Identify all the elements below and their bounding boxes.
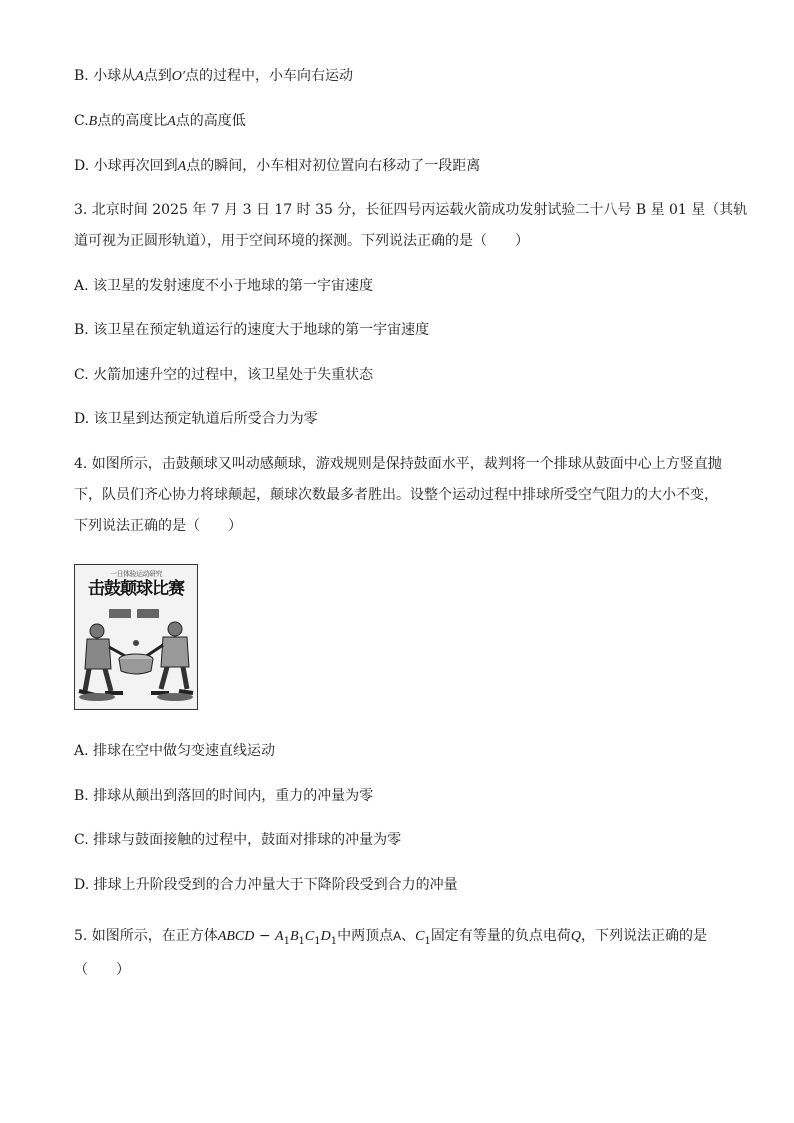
- figure-banner-subtitle: 一日体验运动研究: [110, 570, 162, 578]
- vertex-B1: B: [289, 929, 299, 944]
- subscript: 1: [314, 935, 321, 947]
- q4-stem-line1: 4. 如图所示，击鼓颠球又叫动感颠球，游戏规则是保持鼓面水平，裁判将一个排球从鼓面中心上方竖直抛: [74, 456, 722, 472]
- q4-option-b: B. 排球从颠出到落回的时间内，重力的冲量为零: [74, 788, 374, 804]
- text: D. 小球再次回到: [74, 158, 178, 174]
- separator: 、: [401, 928, 416, 944]
- text: 点的过程中，小车向右运动: [184, 68, 353, 84]
- q4-option-a: A. 排球在空中做匀变速直线运动: [74, 743, 276, 759]
- q4-stem-line3: 下列说法正确的是（ ）: [74, 518, 242, 534]
- dash: −: [254, 928, 276, 944]
- text: ，下列说法正确的是: [580, 928, 707, 944]
- vertex-A1: A: [275, 929, 284, 944]
- q2-option-c: [74, 111, 246, 132]
- text: 点的高度低: [175, 113, 246, 129]
- q3-stem-line1: 3. 北京时间 2025 年 7 月 3 日 17 时 35 分，长征四号丙运载火箭成功发射试验二十八号 B 星 01 星（其轨: [74, 202, 748, 218]
- q4-option-d: D. 排球上升阶段受到的合力冲量大于下降阶段受到合力的冲量: [74, 877, 458, 893]
- players-illustration: [75, 565, 197, 709]
- text: C.: [74, 113, 89, 129]
- text: 中两顶点: [337, 928, 394, 944]
- q2-option-b: [74, 66, 353, 87]
- q3-option-d: D. 该卫星到达预定轨道后所受合力为零: [74, 411, 318, 427]
- figure-banner-title: 击鼓颠球比赛: [88, 579, 184, 599]
- q5-stem-line2: （ ）: [74, 962, 130, 978]
- cube-bottom-face: ABCD: [217, 929, 255, 944]
- text: 点的高度比: [97, 113, 168, 129]
- var-O-prime: O′: [171, 69, 185, 84]
- var-B: B: [88, 114, 98, 129]
- q3-option-b: B. 该卫星在预定轨道运行的速度大于地球的第一宇宙速度: [74, 322, 430, 338]
- q3-option-a: A. 该卫星的发射速度不小于地球的第一宇宙速度: [74, 278, 374, 294]
- q4-stem-line2: 下，队员们齐心协力将球颠起，颠球次数最多者胜出。设整个运动过程中排球所受空气阻力的大小不变，: [74, 487, 718, 503]
- charge-Q: Q: [570, 929, 581, 944]
- subscript: 1: [424, 935, 431, 947]
- var-A: A: [177, 159, 187, 174]
- var-A: A: [167, 114, 176, 129]
- q4-option-c: C. 排球与鼓面接触的过程中，鼓面对排球的冲量为零: [74, 832, 402, 848]
- text: 点到: [143, 68, 172, 84]
- q2-option-d: [74, 156, 480, 177]
- text: 固定有等量的负点电荷: [430, 928, 571, 944]
- q3-option-c: C. 火箭加速升空的过程中，该卫星处于失重状态: [74, 367, 374, 383]
- subscript: 1: [330, 935, 338, 947]
- vertex-D1: D: [320, 929, 331, 944]
- q3-stem-line2: 道可视为正圆形轨道），用于空间环境的探测。下列说法正确的是（ ）: [74, 233, 529, 249]
- text: 5. 如图所示，在正方体: [74, 928, 218, 944]
- q5-stem-line1: [74, 926, 707, 952]
- vertex-C1: C: [304, 929, 315, 944]
- subscript: 1: [298, 935, 305, 947]
- text: B. 小球从: [74, 68, 136, 84]
- vertex-C1-label: C: [415, 929, 425, 944]
- vertex-A: A: [393, 929, 402, 943]
- var-A: A: [135, 69, 144, 84]
- drum-ball-figure: [74, 564, 198, 710]
- subscript: 1: [283, 935, 290, 947]
- text: 点的瞬间，小车相对初位置向右移动了一段距离: [186, 158, 481, 174]
